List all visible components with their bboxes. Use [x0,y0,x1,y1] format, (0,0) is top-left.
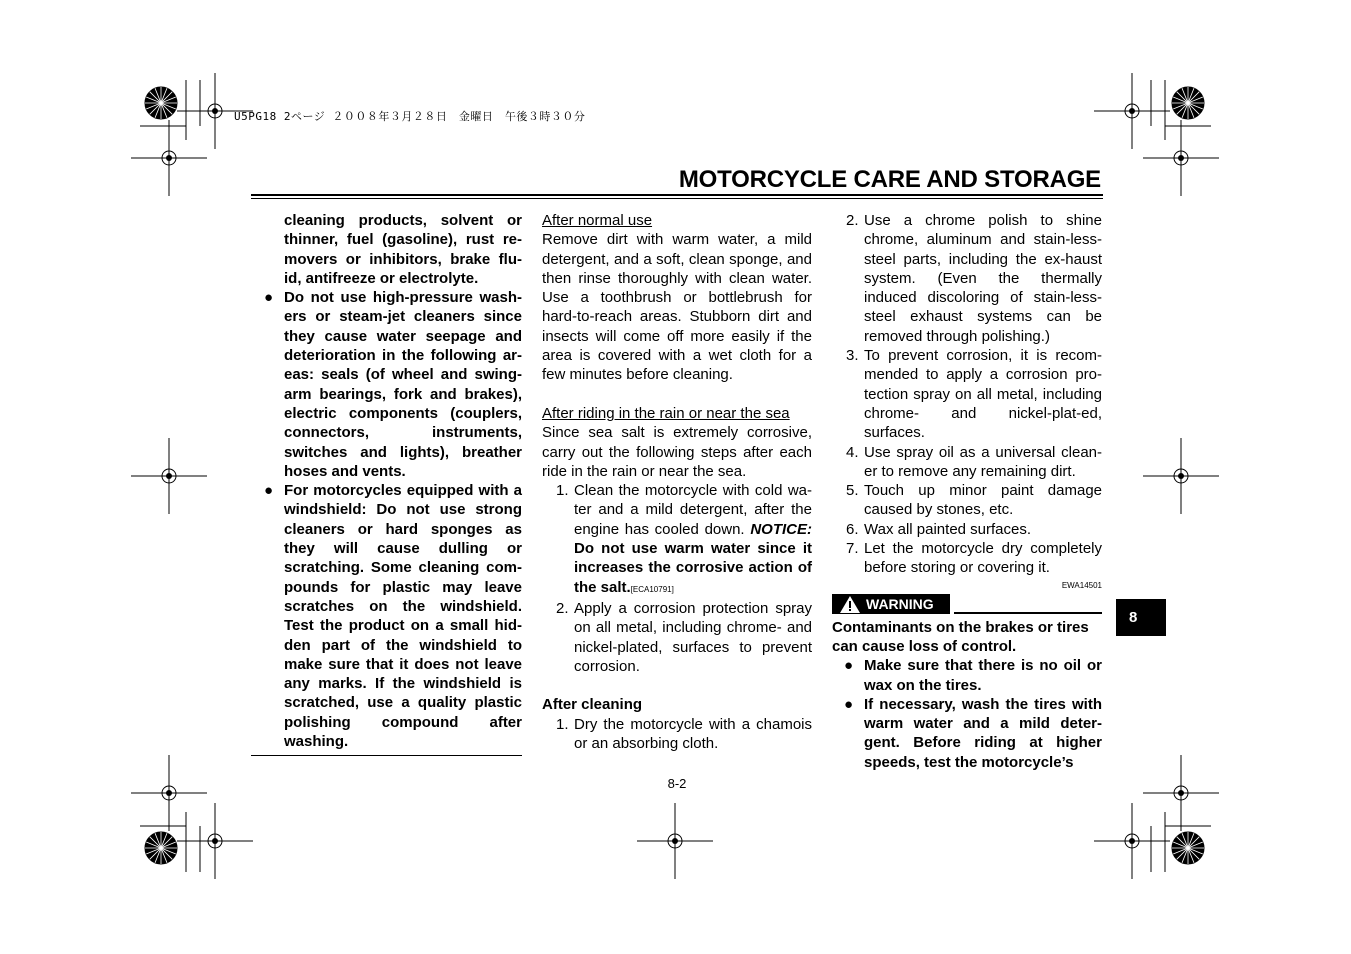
page-number: 8-2 [667,776,687,791]
subheading-after-cleaning: After cleaning [542,696,643,714]
column-2 [542,211,812,753]
list-item: ● For motorcycles equipped with a windshield: Do not use strong cleaners or hard sponges as they will cause dulling or scratching. Some cleaning com-pounds for plastic may leave scratches on the windshield. Test the product on a small hid-den part of the windshield to make sure that it does not leave any marks. If the windshield is scratched, use a quality plastic polishing compound after washing. [264,482,522,751]
subheading-rain-sea: After riding in the rain or near the sea [542,404,790,422]
list-item: 5. Touch up minor paint damage caused by stones, etc. [846,482,1102,519]
list-item: 4. Use spray oil as a universal clean-er to remove any remaining dirt. [846,443,1102,480]
notice-label: NOTICE: [750,520,812,538]
column-1 [262,211,522,751]
printer-header: U5PG18 2ページ ２００８年３月２８日 金曜日 午後３時３０分 [234,110,586,123]
list-item: 1. Dry the motorcycle with a chamois or an absorbing cloth. [556,715,812,753]
warning-triangle-icon [840,596,860,613]
list-item: 2. Use a chrome polish to shine chrome, aluminum and stain-less-steel parts, including the ex-haust system. (Even the thermally induced discoloring of stain-less-steel exhaust systems can be removed through polishing.) [846,212,1102,345]
bullet-icon: ● [844,657,854,675]
bullet-icon: ● [844,695,854,713]
section-tab: 8 [1116,599,1166,636]
bullet-icon: ● [264,289,274,307]
paragraph: Remove dirt with warm water, a mild detergent, and a soft, clean sponge, and then rinse thoroughly with clean water. Use a toothbrush or bottlebrush for hard-to-reach areas. Stubborn dirt and insects will come off more easily if the area is covered with a wet cloth for a few minutes before cleaning. [542,231,812,384]
subheading-normal-use: After normal use [542,212,653,229]
bullet-icon: ● [264,482,274,500]
warning-rule [954,612,1102,614]
warning-code: EWA14501 [1061,580,1102,590]
warning-label: WARNING [866,595,934,612]
title-rule [251,194,1103,196]
title-rule-thin [251,198,1103,199]
list-item: ● Do not use high-pressure wash-ers or steam-jet cleaners since they cause water seepage and deterioration in the following ar-eas: seals (of wheel and swing-arm bearings, fork and brakes), electric components (couplers, connectors, instruments, switches and lights), breather hoses and vents. [264,289,522,480]
column-3 [832,211,1102,772]
warning-header [832,594,1102,618]
list-item: 6. Wax all painted surfaces. [846,520,1032,538]
list-item: 1. Clean the motorcycle with cold wa-ter and a mild detergent, after the engine has cooled down. NOTICE: Do not use warm water since it increases the corrosive action of the salt.[ECA10791] [556,482,812,596]
list-item: ● If necessary, wash the tires with warm water and a mild deter-gent. Before riding at higher speeds, test the motorcycle’s [844,695,1102,771]
warning-text: Contaminants on the brakes or tires can cause loss of control. [832,618,1089,655]
notice-code: [ECA10791] [630,584,674,594]
paragraph: Since sea salt is extremely corrosive, carry out the following steps after each ride in the rain or near the sea. [542,424,812,480]
continued-text: cleaning products, solvent or thinner, fuel (gasoline), rust re-movers or inhibitors, brake flu-id, antifreeze or electrolyte. [284,212,522,287]
page-title: MOTORCYCLE CARE AND STORAGE [678,166,1101,193]
list-item: ● Make sure that there is no oil or wax on the tires. [844,657,1102,694]
notice-text: Do not use warm water since it increases the corrosive action of the salt. [574,540,812,596]
warning-badge [832,594,950,614]
column-end-rule [251,755,522,756]
list-item: 2. Apply a corrosion protection spray on all metal, including chrome- and nickel-plated, surfaces to prevent corrosion. [556,599,812,675]
list-item: 7. Let the motorcycle dry completely before storing or covering it. [846,540,1102,577]
list-item: 3. To prevent corrosion, it is recom-mended to apply a corrosion pro-tection spray on all metal, including chrome- and nickel-plat-ed, surfaces. [846,347,1102,442]
